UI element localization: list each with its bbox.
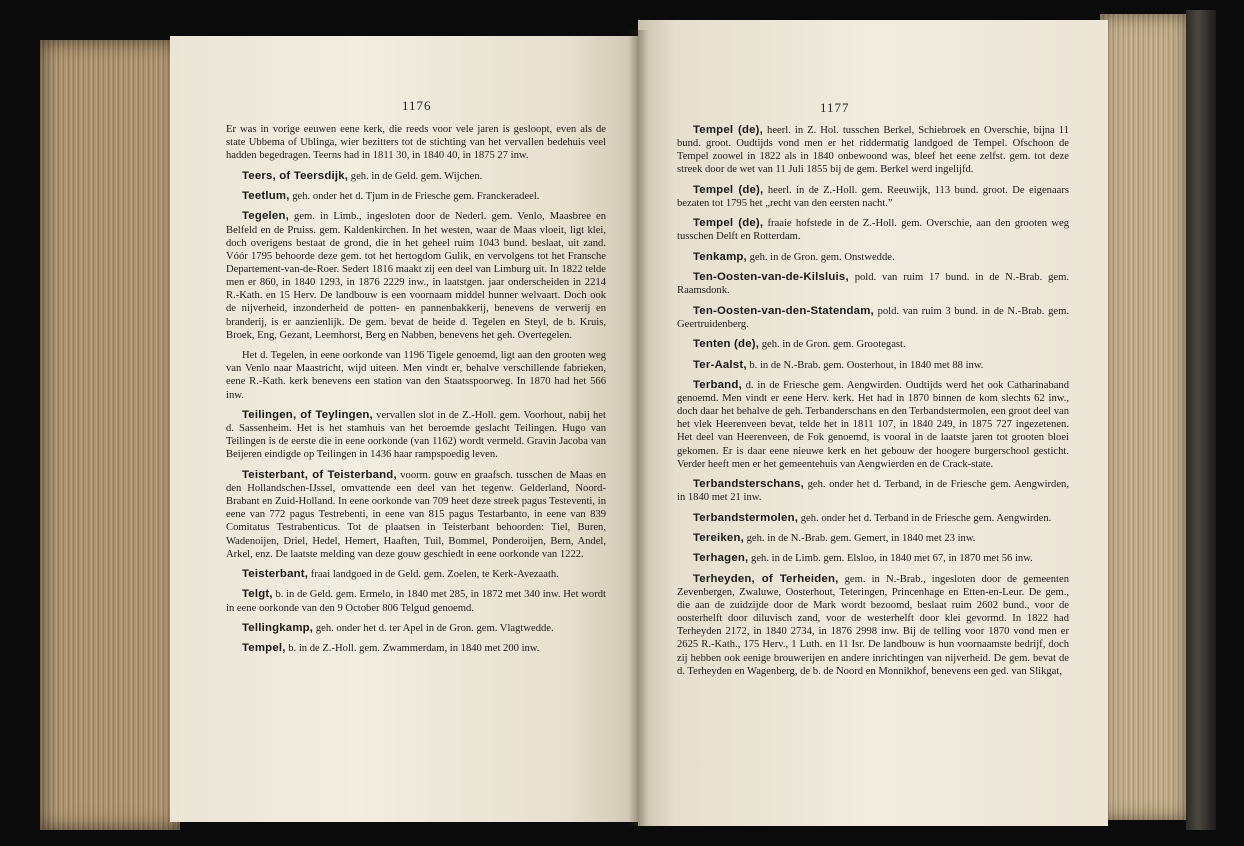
entry-text: geh. onder het d. Tjum in de Friesche gem. Franckeradeel. (289, 191, 540, 202)
entry-headword: Terbandsterschans, (693, 478, 805, 491)
entry-headword: Ten-Oosten-van-den-Statendam, (693, 304, 874, 317)
entry-headword: Telgt, (242, 588, 273, 601)
dictionary-entry (226, 349, 606, 402)
entry-headword: Teisterbant, of Teisterband, (242, 468, 397, 481)
dictionary-entry (226, 568, 606, 581)
entry-text: heerl. in de Z.-Holl. gem. Reeuwijk, 113 bund. groot. De eigenaars bezaten tot 1795 het „recht van den eersten nacht.” (677, 184, 1069, 209)
entry-headword: Tellingkamp, (242, 621, 314, 634)
entry-text: b. in de Geld. gem. Ermelo, in 1840 met 285, in 1872 met 340 inw. Het wordt in eene oorkonde van den 9 October 806 Telgud genoemd. (226, 589, 606, 614)
dictionary-entry (677, 512, 1069, 525)
entry-text: b. in de Z.-Holl. gem. Zwammerdam, in 1840 met 200 inw. (285, 643, 540, 655)
entry-text: geh. onder het d. Terband, in de Friesche gem. Aengwirden, in 1840 met 21 inw. (677, 479, 1069, 504)
entry-headword: Tempel (de), (693, 217, 764, 230)
entry-headword: Teers, of Teersdijk, (242, 169, 349, 182)
book-cover-edge (1186, 10, 1216, 830)
entry-headword: Tempel, (242, 642, 286, 655)
entry-headword: Terhagen, (693, 552, 749, 565)
dictionary-entry (226, 588, 606, 614)
entry-text: geh. in de Geld. gem. Wijchen. (348, 170, 483, 182)
entry-text: geh. in de Limb. gem. Elsloo, in 1840 met 67, in 1870 met 56 inw. (748, 553, 1033, 565)
dictionary-entry (677, 532, 1069, 545)
dictionary-entry (226, 642, 606, 655)
dictionary-entry (677, 217, 1069, 243)
entry-text: Er was in vorige eeuwen eene kerk, die reeds voor vele jaren is gesloopt, even als de state Ubbema of Ublinga, wier bezitters tot de stichting van het vervallen bedehuis veel hadden begedragen. Teerns had in 1811 30, in 1840 40, in 1875 27 inw. (226, 124, 606, 162)
dictionary-entry (226, 190, 606, 203)
dictionary-entry (677, 124, 1069, 177)
entry-text: Het d. Tegelen, in eene oorkonde van 1196 Tigele genoemd, ligt aan den grooten weg van Venlo naar Maastricht, wijd uiteen. Men vindt er, behalve verschillende fabrieken, eene R.-Kath. kerk benevens een station van den Staatsspoorweg. In 1870 had het 566 inw. (226, 350, 606, 401)
dictionary-entry (677, 251, 1069, 264)
entry-text: heerl. in Z. Hol. tusschen Berkel, Schiebroek en Overschie, bijna 11 bund. groot. Oudtijds vond men er het riddermatig landgoed de Tempel. Ofschoon de Tempel zoowel in 1822 als in 1840 onbewoond was, bleef het eene zelfst. gem. tot deze streek door de wet van 11 Juli 1855 bij de gem. Berkel werd ingelijfd. (677, 125, 1069, 176)
entry-text: fraai landgoed in de Geld. gem. Zoelen, te Kerk-Avezaath. (308, 569, 559, 580)
entry-headword: Tenkamp, (693, 250, 747, 263)
dictionary-entry (677, 379, 1069, 471)
entry-text: voorm. gouw en graafsch. tusschen de Maas en den Hollandschen-IJssel, omvattende een deel van het tegenw. Gelderland, Noord-Brabant en Zuid-Holland. In eene oorkonde van 709 heet deze streek pagus Testeventi, in eene van 772 pagus Testrebenti, in eene van 815 pagus Testarbanto, in eene van 839 Comitatus Testrabenticus. Tot de plaatsen in Teisterbant behoorden: Tiel, Buren, Wadenoijen, Driel, Hedel, Hemert, Haaften, Tuil, Bommel, Ponderoijen, Bern, Andel, Arkel, enz. De laatste melding van deze gouw geschiedt in eene oorkonde van 1222. (226, 469, 606, 560)
entry-text: pold. van ruim 3 bund. in de N.-Brab. gem. Geertruidenberg. (677, 305, 1069, 330)
left-page-text (226, 123, 606, 663)
entry-text: pold. van ruim 17 bund. in de N.-Brab. gem. Raamsdonk. (677, 272, 1069, 297)
dictionary-entry (677, 573, 1069, 678)
entry-headword: Tempel (de), (693, 124, 764, 136)
entry-text: gem. in Limb., ingesloten door de Nederl. gem. Venlo, Maasbree en Belfeld en de Pruiss. gem. Kaldenkirchen. In het westen, waar de Maas vloeit, ligt klei, doch overigens bestaat de grond, die in het geheel ruim 1043 bund. beslaat, uit zand. Vóór 1795 behoorde deze gem. tot het hertogdom Gulik, en vervolgens tot het Fransche Departement-van-de-Roer. Sedert 1816 maakt zij een deel van Limburg uit. In 1822 telde men er 860, in 1840 1293, in 1876 2229 inw., in laatstgen. jaar onderscheiden in 2214 R.-Kath. en 15 Herv. De landbouw is een voornaam middel hunner welvaart. Doch ook de nijverheid, inzonderheid de potten- en pannenbakkerij, benevens de verwerij en branderij, is er aanzienlijk. De gem. bevat de beide d. Tegelen en Steyl, de b. Kruis, Broek, Eng, Gezant, Leemhorst, Berg en Nabben, benevens het geh. Overtegelen. (226, 211, 606, 341)
entry-headword: Tereiken, (693, 531, 744, 544)
left-page-stack (40, 40, 180, 830)
entry-text: fraaie hofstede in de Z.-Holl. gem. Overschie, aan den grooten weg tusschen Delft en Rotterdam. (677, 218, 1069, 243)
entry-headword: Terheyden, of Terheiden, (693, 572, 839, 585)
entry-text: geh. onder het d. ter Apel in de Gron. gem. Vlagtwedde. (313, 622, 554, 634)
dictionary-entry (677, 478, 1069, 504)
book-gutter (628, 30, 648, 826)
entry-headword: Tempel (de), (693, 183, 764, 196)
left-page-number: 1176 (402, 98, 432, 113)
entry-text: gem. in N.-Brab., ingesloten door de gemeenten Zevenbergen, Zwaluwe, Oosterhout, Teteringen, Princenhage en Etten-en-Leur. De gem., die aan de zuidzijde door de Mark wordt bezoomd, beslaat ruim 2602 bund., voor de oosterhelft door diluvisch zand, voor de westerhelft door klei gevormd. In 1822 had Terheyden 2172, in 1840 2734, in 1876 2998 inw. Bij de telling voor 1870 vond men er 2625 R.-Kath., 175 Herv., 1 Luth. en 11 Isr. De landbouw is hun voornaamste bedrijf, doch zij hebben ook eenige brouwerijen en andere inrichtingen van nijverheid. De gem. bevat de d. Terheyden en Wagenberg, de b. de Noord en Monnikhof, benevens een ged. van Slikgat, (677, 573, 1069, 677)
entry-text: geh. in de Gron. gem. Onstwedde. (746, 251, 895, 263)
dictionary-entry (226, 409, 606, 462)
dictionary-entry (677, 184, 1069, 210)
entry-text: geh. onder het d. Terband in de Friesche gem. Aengwirden. (798, 512, 1052, 524)
entry-headword: Teilingen, of Teylingen, (242, 408, 373, 421)
dictionary-entry (677, 271, 1069, 297)
entry-text: vervallen slot in de Z.-Holl. gem. Voorhout, nabij het d. Sassenheim. Het is het stamhuis van het beroemde geslacht Teilingen. Hugo van Teilingen is de eerste die in eene oorkonde (van 1162) wordt vermeld. Gravin Jacoba van Beijeren eindigde op Teilingen in 1436 haar rampspoedig leven. (226, 409, 606, 461)
right-page-text (677, 124, 1069, 685)
entry-headword: Ter-Aalst, (693, 358, 747, 371)
entry-text: b. in de N.-Brab. gem. Oosterhout, in 1840 met 88 inw. (746, 359, 984, 371)
dictionary-entry (677, 338, 1069, 351)
dictionary-entry (226, 469, 606, 561)
entry-headword: Ten-Oosten-van-de-Kilsluis, (693, 271, 849, 284)
dictionary-entry (677, 552, 1069, 565)
entry-text: geh. in de N.-Brab. gem. Gemert, in 1840 met 23 inw. (743, 532, 976, 544)
dictionary-entry (677, 359, 1069, 372)
dictionary-entry (677, 305, 1069, 331)
entry-headword: Tenten (de), (693, 338, 760, 351)
dictionary-entry (226, 123, 606, 162)
entry-headword: Terbandstermolen, (693, 511, 799, 524)
entry-headword: Teetlum, (242, 190, 290, 202)
entry-headword: Tegelen, (242, 210, 289, 223)
entry-headword: Terband, (693, 378, 742, 391)
dictionary-entry (226, 622, 606, 635)
entry-text: geh. in de Gron. gem. Grootegast. (759, 339, 906, 351)
right-page-number: 1177 (820, 100, 850, 115)
right-page-stack (1100, 14, 1188, 820)
dictionary-entry (226, 210, 606, 342)
dictionary-entry (226, 170, 606, 183)
entry-text: d. in de Friesche gem. Aengwirden. Oudtijds werd het ook Catharinaband genoemd. Men vindt er eene Herv. kerk. Het had in 1870 binnen de kom slechts 62 inw., doch daar het behalve de geh. Terbanderschans en den Terbandstermolen, een groot deel van het vlek Heerenveen bevat, telde het in 1811 107, in 1840 249, in 1875 727 ingezetenen. Het deel van Heerenveen, de Fok genoemd, is vooral in de laatste jaren tot grooten bloei gekomen. Er is daar eene nieuwe kerk en het gebouw der hoogere burgerschool gesticht. Verder heeft men er het gemeentehuis van Aengwierden en de Crack-state. (677, 379, 1069, 470)
entry-headword: Teisterbant, (242, 568, 309, 580)
